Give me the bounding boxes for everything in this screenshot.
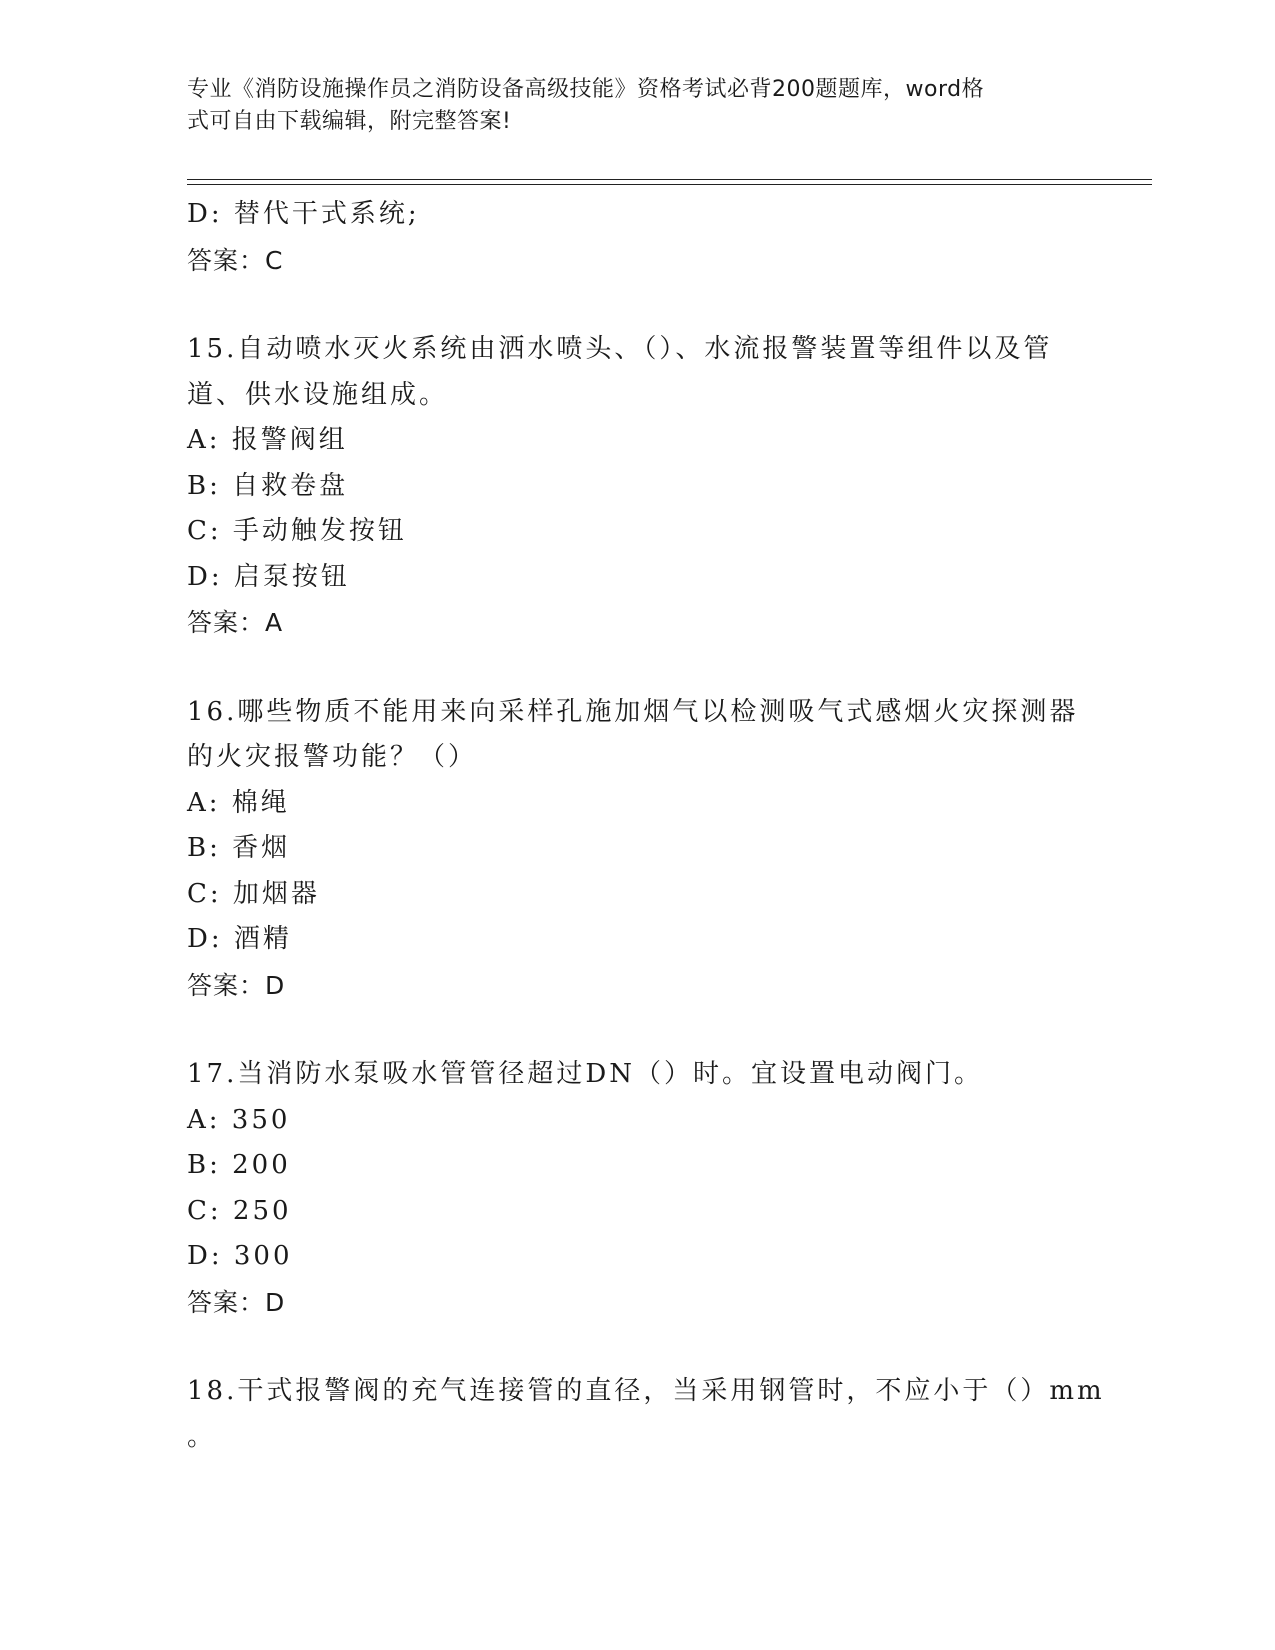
option-c: C: 手动触发按钮 — [187, 516, 407, 546]
option-b: B: 200 — [187, 1150, 291, 1180]
spacer — [187, 283, 1087, 327]
question-text-line: 15.自动喷水灭火系统由洒水喷头、（）、水流报警装置等组件以及管 — [187, 334, 1053, 364]
prev-answer: 答案：C — [187, 245, 284, 275]
answer: 答案：A — [187, 608, 284, 637]
question-15 — [187, 327, 1087, 646]
question-17 — [187, 1052, 1087, 1325]
spacer — [187, 646, 1087, 690]
question-list — [187, 192, 1105, 1460]
question-text-line: 。 — [187, 1421, 217, 1452]
answer: 答案：D — [187, 970, 286, 1000]
spacer — [187, 1008, 1087, 1052]
option-a: A: 350 — [187, 1104, 291, 1135]
option-c: C: 加烟器 — [187, 878, 320, 909]
document-header — [187, 74, 1067, 138]
question-text-line: 16.哪些物质不能用来向采样孔施加烟气以检测吸气式感烟火灾探测器 — [187, 696, 1079, 727]
question-16 — [187, 690, 1087, 1009]
option-d: D: 启泵按钮 — [187, 561, 350, 592]
option-a: A: 报警阀组 — [187, 425, 348, 455]
option-d: D: 300 — [187, 1241, 293, 1271]
question-text-line: 17.当消防水泵吸水管管径超过DN（）时。宜设置电动阀门。 — [187, 1059, 983, 1089]
header-title-line-1: 专业《消防设施操作员之消防设备高级技能》资格考试必背200题题库，word格 — [187, 77, 985, 102]
question-text-line: 18.干式报警阀的充气连接管的直径，当采用钢管时，不应小于（）mm — [187, 1376, 1105, 1406]
option-c: C: 250 — [187, 1195, 292, 1226]
option-d: D: 酒精 — [187, 924, 292, 954]
header-double-rule — [187, 179, 1152, 185]
spacer — [187, 1325, 1087, 1369]
option-b: B: 自救卷盘 — [187, 470, 349, 501]
header-title-line-2: 式可自由下载编辑，附完整答案! — [187, 109, 512, 134]
prev-option-d: D: 替代干式系统; — [187, 199, 420, 229]
question-text-line: 的火灾报警功能？（） — [187, 742, 478, 772]
option-a: A: 棉绳 — [187, 787, 290, 818]
document-page — [187, 0, 1152, 1650]
question-text-line: 道、供水设施组成。 — [187, 379, 449, 410]
question-18 — [187, 1369, 1105, 1460]
option-b: B: 香烟 — [187, 833, 291, 863]
answer: 答案：D — [187, 1287, 286, 1317]
